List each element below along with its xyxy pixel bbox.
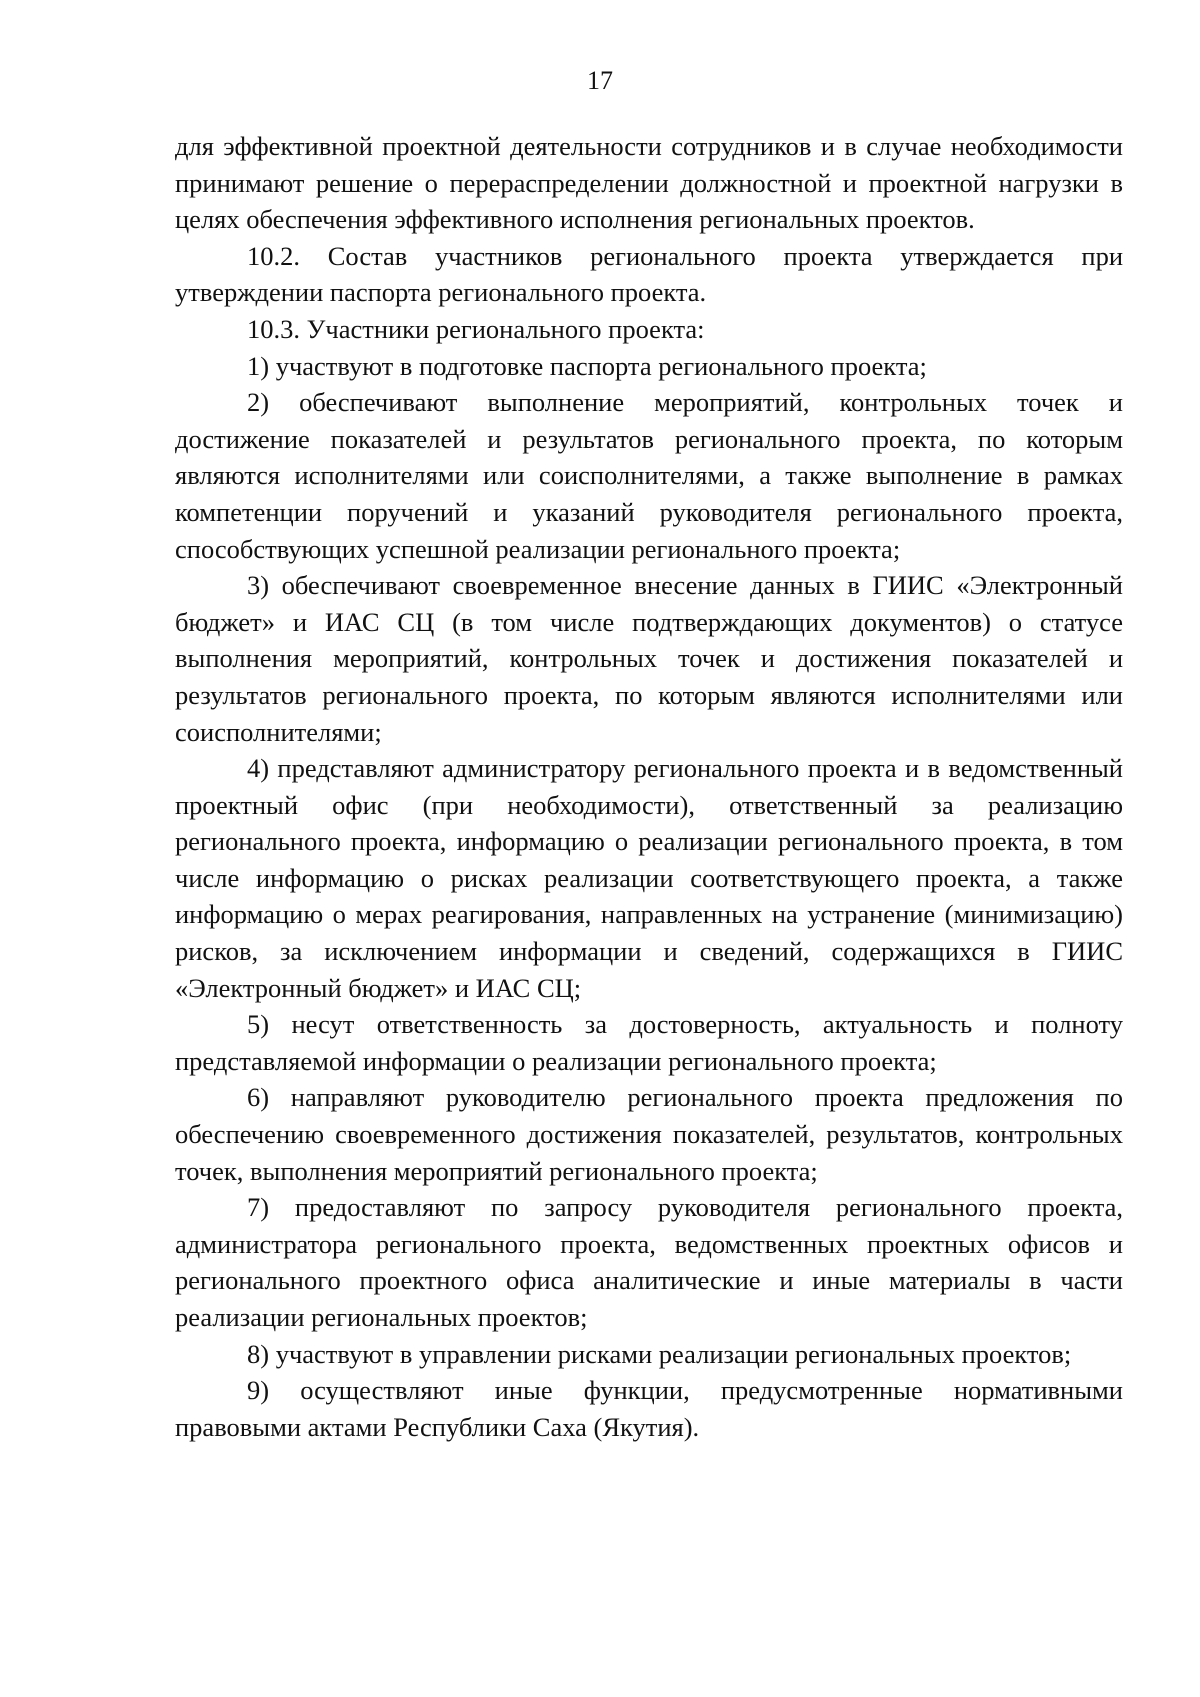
list-item: 1) участвуют в подготовке паспорта регионального проекта;: [247, 350, 927, 381]
paragraph: 10.2. Состав участников регионального проекта утверждается при утверждении паспорта регионального проекта.: [175, 240, 1123, 308]
list-item: 3) обеспечивают своевременное внесение данных в ГИИС «Электронный бюджет» и ИАС СЦ (в том числе подтверждающих документов) о статусе выполнения мероприятий, контрольных точек и достижения показателей и результатов регионального проекта, по которым являются исполнителями или соисполнителями;: [175, 570, 1123, 747]
list-item: 9) осуществляют иные функции, предусмотренные нормативными правовыми актами Республики Саха (Якутия).: [175, 1375, 1123, 1442]
list-item: 8) участвуют в управлении рисками реализации региональных проектов;: [247, 1338, 1072, 1369]
paragraph: 10.3. Участники регионального проекта:: [247, 313, 705, 344]
list-item: 7) предоставляют по запросу руководителя регионального проекта, администратора регионального проекта, ведомственных проектных офисов и регионального проектного офиса аналитические и иные материалы в части реализации региональных проектов;: [175, 1192, 1123, 1332]
list-item: 5) несут ответственность за достоверность, актуальность и полноту представляемой информации о реализации регионального проекта;: [175, 1009, 1123, 1076]
list-item: 2) обеспечивают выполнение мероприятий, контрольных точек и достижение показателей и результатов регионального проекта, по которым являются исполнителями или соисполнителями, а также выполнение в рамках компетенции поручений и указаний руководителя регионального проекта, способствующих успешной реализации регионального проекта;: [175, 387, 1123, 564]
page-number: 17: [587, 66, 613, 95]
paragraph: для эффективной проектной деятельности сотрудников и в случае необходимости принимают решение о перераспределении должностной и проектной нагрузки в целях обеспечения эффективного исполнения региональных проектов.: [175, 131, 1123, 235]
list-item: 4) представляют администратору регионального проекта и в ведомственный проектный офис (при необходимости), ответственный за реализацию регионального проекта, информацию о реализации регионального проекта, в том числе информацию о рисках реализации соответствующего проекта, а также информацию о мерах реагирования, направленных на устранение (минимизацию) рисков, за исключением информации и сведений, содержащихся в ГИИС «Электронный бюджет» и ИАС СЦ;: [175, 753, 1123, 1003]
list-item: 6) направляют руководителю регионального проекта предложения по обеспечению своевременного достижения показателей, результатов, контрольных точек, выполнения мероприятий регионального проекта;: [175, 1082, 1123, 1186]
document-body: [175, 128, 1123, 1445]
